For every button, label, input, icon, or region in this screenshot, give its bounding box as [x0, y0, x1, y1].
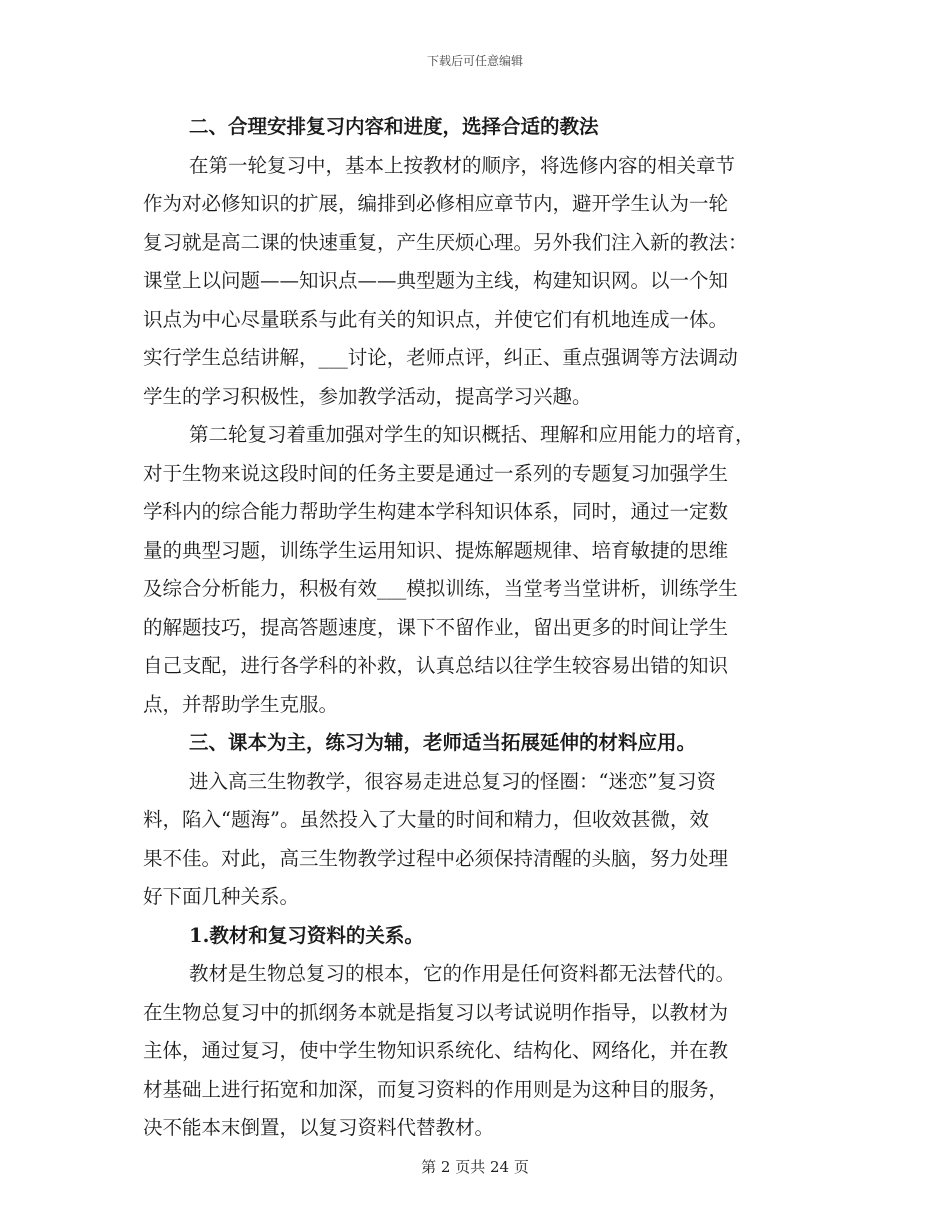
paragraph-line: 学生的学习积极性，参加教学活动，提高学习兴趣。: [143, 384, 592, 408]
paragraph-line: 料，陷入“题海”。虽然投入了大量的时间和精力，但收效甚微，效: [143, 808, 709, 831]
paragraph-line: 量的典型习题，训练学生运用知识、提炼解题规律、培育敏捷的思维: [143, 538, 729, 562]
paragraph-line: 课堂上以问题——知识点——典型题为主线，构建知识网。以一个知: [143, 269, 729, 292]
paragraph-line: 学科内的综合能力帮助学生构建本学科知识体系，同时，通过一定数: [143, 500, 729, 523]
paragraph-line: 主体，通过复习，使中学生物知识系统化、结构化、网络化，并在教: [143, 1039, 729, 1062]
page-header-note: 下载后可任意编辑: [426, 54, 523, 68]
paragraph-line: 决不能本末倒置，以复习资料代替教材。: [143, 1116, 495, 1139]
paragraph-line: 的解题技巧，提高答题速度，课下不留作业，留出更多的时间让学生: [143, 615, 729, 639]
paragraph-line: 复习就是高二课的快速重复，产生厌烦心理。另外我们注入新的教法：: [143, 230, 748, 254]
paragraph-line: 自己支配，进行各学科的补救，认真总结以往学生较容易出错的知识: [143, 654, 729, 677]
paragraph-line: 第二轮复习着重加强对学生的知识概括、理解和应用能力的培育，: [189, 423, 755, 446]
section-heading-line: 二、合理安排复习内容和进度，选择合适的教法: [189, 115, 599, 138]
paragraph-line: 在第一轮复习中，基本上按教材的顺序，将选修内容的相关章节: [189, 153, 736, 177]
paragraph-line: 好下面几种关系。: [143, 885, 300, 908]
paragraph-line: 作为对必修知识的扩展，编排到必修相应章节内，避开学生认为一轮: [143, 192, 729, 215]
paragraph-line: 识点为中心尽量联系与此有关的知识点，并使它们有机地连成一体。: [143, 307, 729, 331]
paragraph-line: 在生物总复习中的抓纲务本就是指复习以考试说明作指导，以教材为: [143, 1000, 729, 1024]
paragraph-line: 果不佳。对此，高三生物教学过程中必须保持清醒的头脑，努力处理: [143, 846, 729, 870]
section-heading-line: 三、课本为主，练习为辅，老师适当拓展延伸的材料应用。: [189, 731, 697, 754]
paragraph-line: 材基础上进行拓宽和加深，而复习资料的作用则是为这种目的服务，: [143, 1077, 729, 1101]
page-number: 第 2 页共 24 页: [421, 1158, 529, 1176]
paragraph-line: 及综合分析能力，积极有效___模拟训练，当堂考当堂讲析，训练学生: [143, 577, 738, 600]
paragraph-line: 对于生物来说这段时间的任务主要是通过一系列的专题复习加强学生: [143, 461, 729, 485]
document-body: [143, 108, 808, 1148]
paragraph-line: 进入高三生物教学，很容易走进总复习的怪圈：“迷恋”复习资: [189, 769, 716, 793]
section-heading-line: 1.教材和复习资料的关系。: [189, 923, 424, 947]
paragraph-line: 教材是生物总复习的根本，它的作用是任何资料都无法替代的。: [189, 962, 736, 985]
paragraph-line: 实行学生总结讲解，___讨论，老师点评，纠正、重点强调等方法调动: [143, 346, 738, 369]
paragraph-line: 点，并帮助学生克服。: [143, 692, 339, 716]
